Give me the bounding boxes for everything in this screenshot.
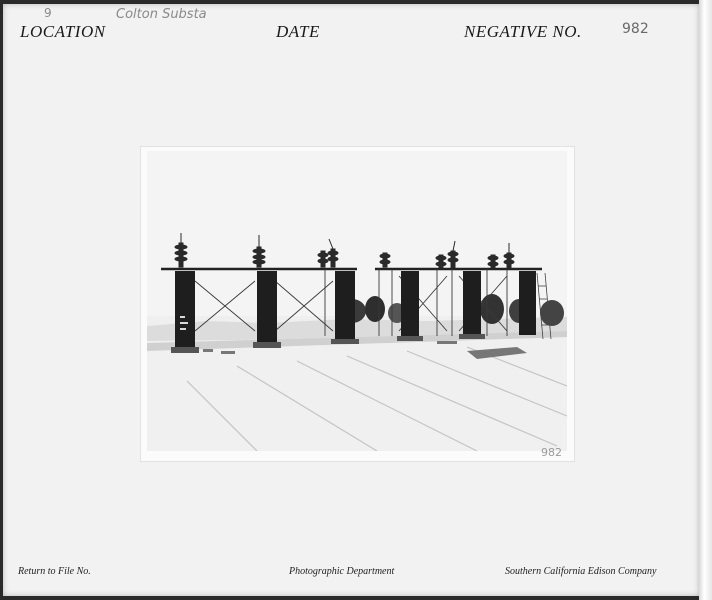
location-value: Colton Substa [116, 7, 207, 22]
footer-company: Southern California Edison Company [505, 566, 657, 577]
footer-return-to-file: Return to File No. [18, 566, 91, 577]
photo-negative-number: 982 [541, 446, 562, 459]
footer-department: Photographic Department [289, 566, 395, 577]
negative-value: 982 [622, 21, 649, 37]
corner-mark: 9 [44, 6, 52, 20]
date-label: DATE [276, 22, 320, 41]
substation-photo [147, 151, 567, 451]
negative-label: NEGATIVE NO. [464, 22, 582, 41]
location-label: LOCATION [20, 22, 106, 41]
photo-mount [140, 146, 575, 462]
scan-edge [699, 0, 712, 600]
